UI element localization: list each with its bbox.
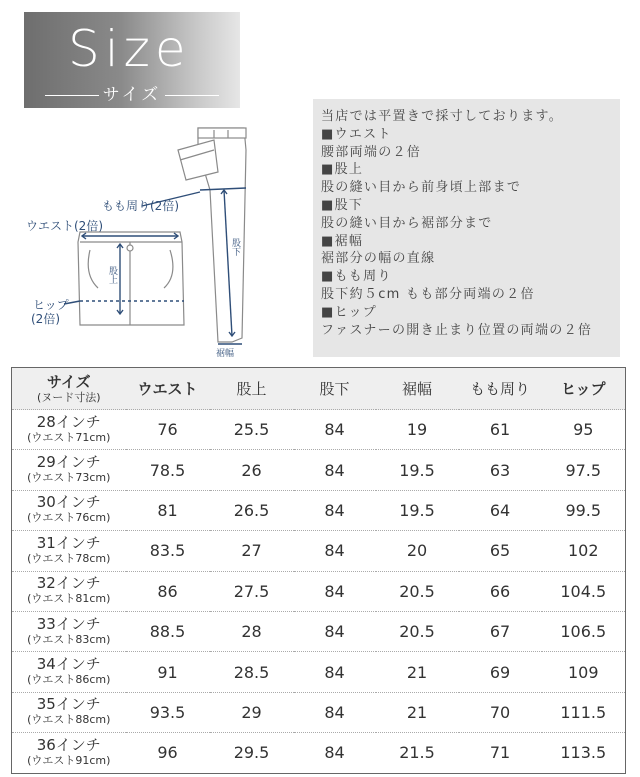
- cell-waist: 86: [126, 571, 210, 611]
- notes-intro: 当店では平置きで採寸しております。: [321, 109, 564, 124]
- cell-inseam: 84: [294, 611, 376, 651]
- header-size-sub: (ヌード寸法): [36, 390, 101, 404]
- cell-hip: 102: [542, 531, 626, 571]
- table-row: [12, 450, 626, 490]
- cell-hip: 113.5: [542, 733, 626, 773]
- header-waist: ウエスト: [126, 368, 210, 410]
- header-thigh: もも周り: [459, 368, 542, 410]
- row-size: [12, 571, 126, 611]
- cell-thigh: 69: [459, 652, 542, 692]
- cell-inseam: 84: [294, 692, 376, 732]
- row-nude-size: (ウエスト76cm): [27, 511, 111, 525]
- header-size-label: サイズ: [46, 372, 91, 391]
- cell-thigh: 63: [459, 450, 542, 490]
- cell-thigh: 65: [459, 531, 542, 571]
- cell-rise: 26.5: [210, 490, 294, 530]
- note-waist-title: ■ウエスト: [321, 126, 392, 142]
- row-size: [12, 490, 126, 530]
- cell-waist: 81: [126, 490, 210, 530]
- note-hem-desc: 裾部分の幅の直線: [321, 251, 436, 267]
- banner-subtitle-row: [24, 80, 240, 105]
- cell-rise: 26: [210, 450, 294, 490]
- label-inseam: 股下: [230, 238, 240, 256]
- cell-rise: 29.5: [210, 733, 294, 773]
- label-waist: ウエスト(2倍): [26, 219, 103, 233]
- header-hip: ヒップ: [542, 368, 626, 410]
- table-row: [12, 490, 626, 530]
- row-nude-size: (ウエスト81cm): [27, 592, 111, 606]
- label-rise: 股上: [107, 266, 117, 284]
- table-body: [12, 410, 626, 774]
- note-inseam-desc: 股の縫い目から裾部分まで: [321, 215, 493, 231]
- cell-inseam: 84: [294, 733, 376, 773]
- row-size-label: 33インチ: [36, 614, 101, 633]
- row-size-label: 36インチ: [36, 735, 101, 754]
- header-rise: 股上: [210, 368, 294, 410]
- cell-thigh: 71: [459, 733, 542, 773]
- table-header-row: [12, 368, 626, 410]
- note-hem-title: ■裾幅: [321, 233, 364, 249]
- banner-subtitle: サイズ: [102, 85, 162, 105]
- row-size: [12, 410, 126, 450]
- cell-inseam: 84: [294, 652, 376, 692]
- header-inseam: 股下: [294, 368, 376, 410]
- cell-rise: 27.5: [210, 571, 294, 611]
- cell-waist: 88.5: [126, 611, 210, 651]
- size-table: [11, 367, 626, 774]
- cell-hip: 104.5: [542, 571, 626, 611]
- row-nude-size: (ウエスト71cm): [27, 430, 111, 444]
- row-size: [12, 733, 126, 773]
- divider-line-right: [165, 95, 219, 96]
- table-row: [12, 571, 626, 611]
- size-banner: [24, 12, 240, 108]
- table-row: [12, 652, 626, 692]
- cell-inseam: 84: [294, 571, 376, 611]
- row-size: [12, 450, 126, 490]
- row-nude-size: (ウエスト88cm): [27, 713, 111, 727]
- note-hip-desc: ファスナーの開き止まり位置の両端の２倍: [321, 322, 593, 338]
- row-size-label: 35インチ: [36, 695, 101, 714]
- measurement-diagram: [0, 110, 310, 360]
- cell-hem: 20.5: [376, 571, 459, 611]
- row-size-label: 28インチ: [36, 412, 101, 431]
- note-waist-desc: 腰部両端の２倍: [321, 144, 422, 160]
- cell-inseam: 84: [294, 410, 376, 450]
- cell-inseam: 84: [294, 531, 376, 571]
- divider-line-left: [45, 95, 99, 96]
- row-size-label: 29インチ: [36, 453, 101, 472]
- row-size-label: 34インチ: [36, 655, 101, 674]
- cell-hem: 21: [376, 652, 459, 692]
- measurement-notes: [313, 99, 620, 357]
- note-thigh-desc: 股下約５cm もも部分両端の２倍: [321, 286, 535, 302]
- cell-hem: 21: [376, 692, 459, 732]
- note-hip-title: ■ヒップ: [321, 304, 378, 320]
- table-row: [12, 611, 626, 651]
- row-size-label: 32インチ: [36, 574, 101, 593]
- cell-hem: 19.5: [376, 450, 459, 490]
- cell-rise: 27: [210, 531, 294, 571]
- cell-hem: 19: [376, 410, 459, 450]
- label-hip: ヒップ: [33, 298, 69, 312]
- cell-hem: 19.5: [376, 490, 459, 530]
- note-thigh-title: ■もも周り: [321, 269, 392, 285]
- row-nude-size: (ウエスト78cm): [27, 551, 111, 565]
- cell-thigh: 67: [459, 611, 542, 651]
- cell-thigh: 70: [459, 692, 542, 732]
- cell-waist: 91: [126, 652, 210, 692]
- cell-rise: 28: [210, 611, 294, 651]
- cell-waist: 83.5: [126, 531, 210, 571]
- table-row: [12, 531, 626, 571]
- table-row: [12, 692, 626, 732]
- cell-rise: 28.5: [210, 652, 294, 692]
- cell-hip: 99.5: [542, 490, 626, 530]
- cell-hem: 20.5: [376, 611, 459, 651]
- cell-hip: 109: [542, 652, 626, 692]
- row-nude-size: (ウエスト73cm): [27, 471, 111, 485]
- cell-hip: 97.5: [542, 450, 626, 490]
- banner-title: Size: [68, 20, 191, 78]
- cell-hip: 95: [542, 410, 626, 450]
- label-thigh: もも周り(2倍): [102, 199, 179, 213]
- note-rise-title: ■股上: [321, 162, 364, 178]
- cell-hip: 106.5: [542, 611, 626, 651]
- row-size: [12, 652, 126, 692]
- row-size: [12, 692, 126, 732]
- cell-waist: 78.5: [126, 450, 210, 490]
- row-size: [12, 611, 126, 651]
- cell-hem: 21.5: [376, 733, 459, 773]
- row-size-label: 30インチ: [36, 493, 101, 512]
- cell-hem: 20: [376, 531, 459, 571]
- header-hem: 裾幅: [376, 368, 459, 410]
- row-size: [12, 531, 126, 571]
- row-size-label: 31インチ: [36, 533, 101, 552]
- cell-inseam: 84: [294, 490, 376, 530]
- label-hip-note: (2倍): [31, 312, 60, 326]
- table-row: [12, 410, 626, 450]
- row-nude-size: (ウエスト83cm): [27, 632, 111, 646]
- cell-thigh: 64: [459, 490, 542, 530]
- label-hem: 裾幅: [216, 349, 235, 359]
- row-nude-size: (ウエスト91cm): [27, 753, 111, 767]
- cell-rise: 29: [210, 692, 294, 732]
- cell-rise: 25.5: [210, 410, 294, 450]
- cell-waist: 76: [126, 410, 210, 450]
- note-rise-desc: 股の縫い目から前身頃上部まで: [321, 180, 522, 196]
- row-nude-size: (ウエスト86cm): [27, 673, 111, 687]
- cell-inseam: 84: [294, 450, 376, 490]
- cell-thigh: 61: [459, 410, 542, 450]
- cell-waist: 93.5: [126, 692, 210, 732]
- cell-thigh: 66: [459, 571, 542, 611]
- cell-hip: 111.5: [542, 692, 626, 732]
- cell-waist: 96: [126, 733, 210, 773]
- note-inseam-title: ■股下: [321, 197, 364, 213]
- table-row: [12, 733, 626, 773]
- header-size: [12, 368, 126, 410]
